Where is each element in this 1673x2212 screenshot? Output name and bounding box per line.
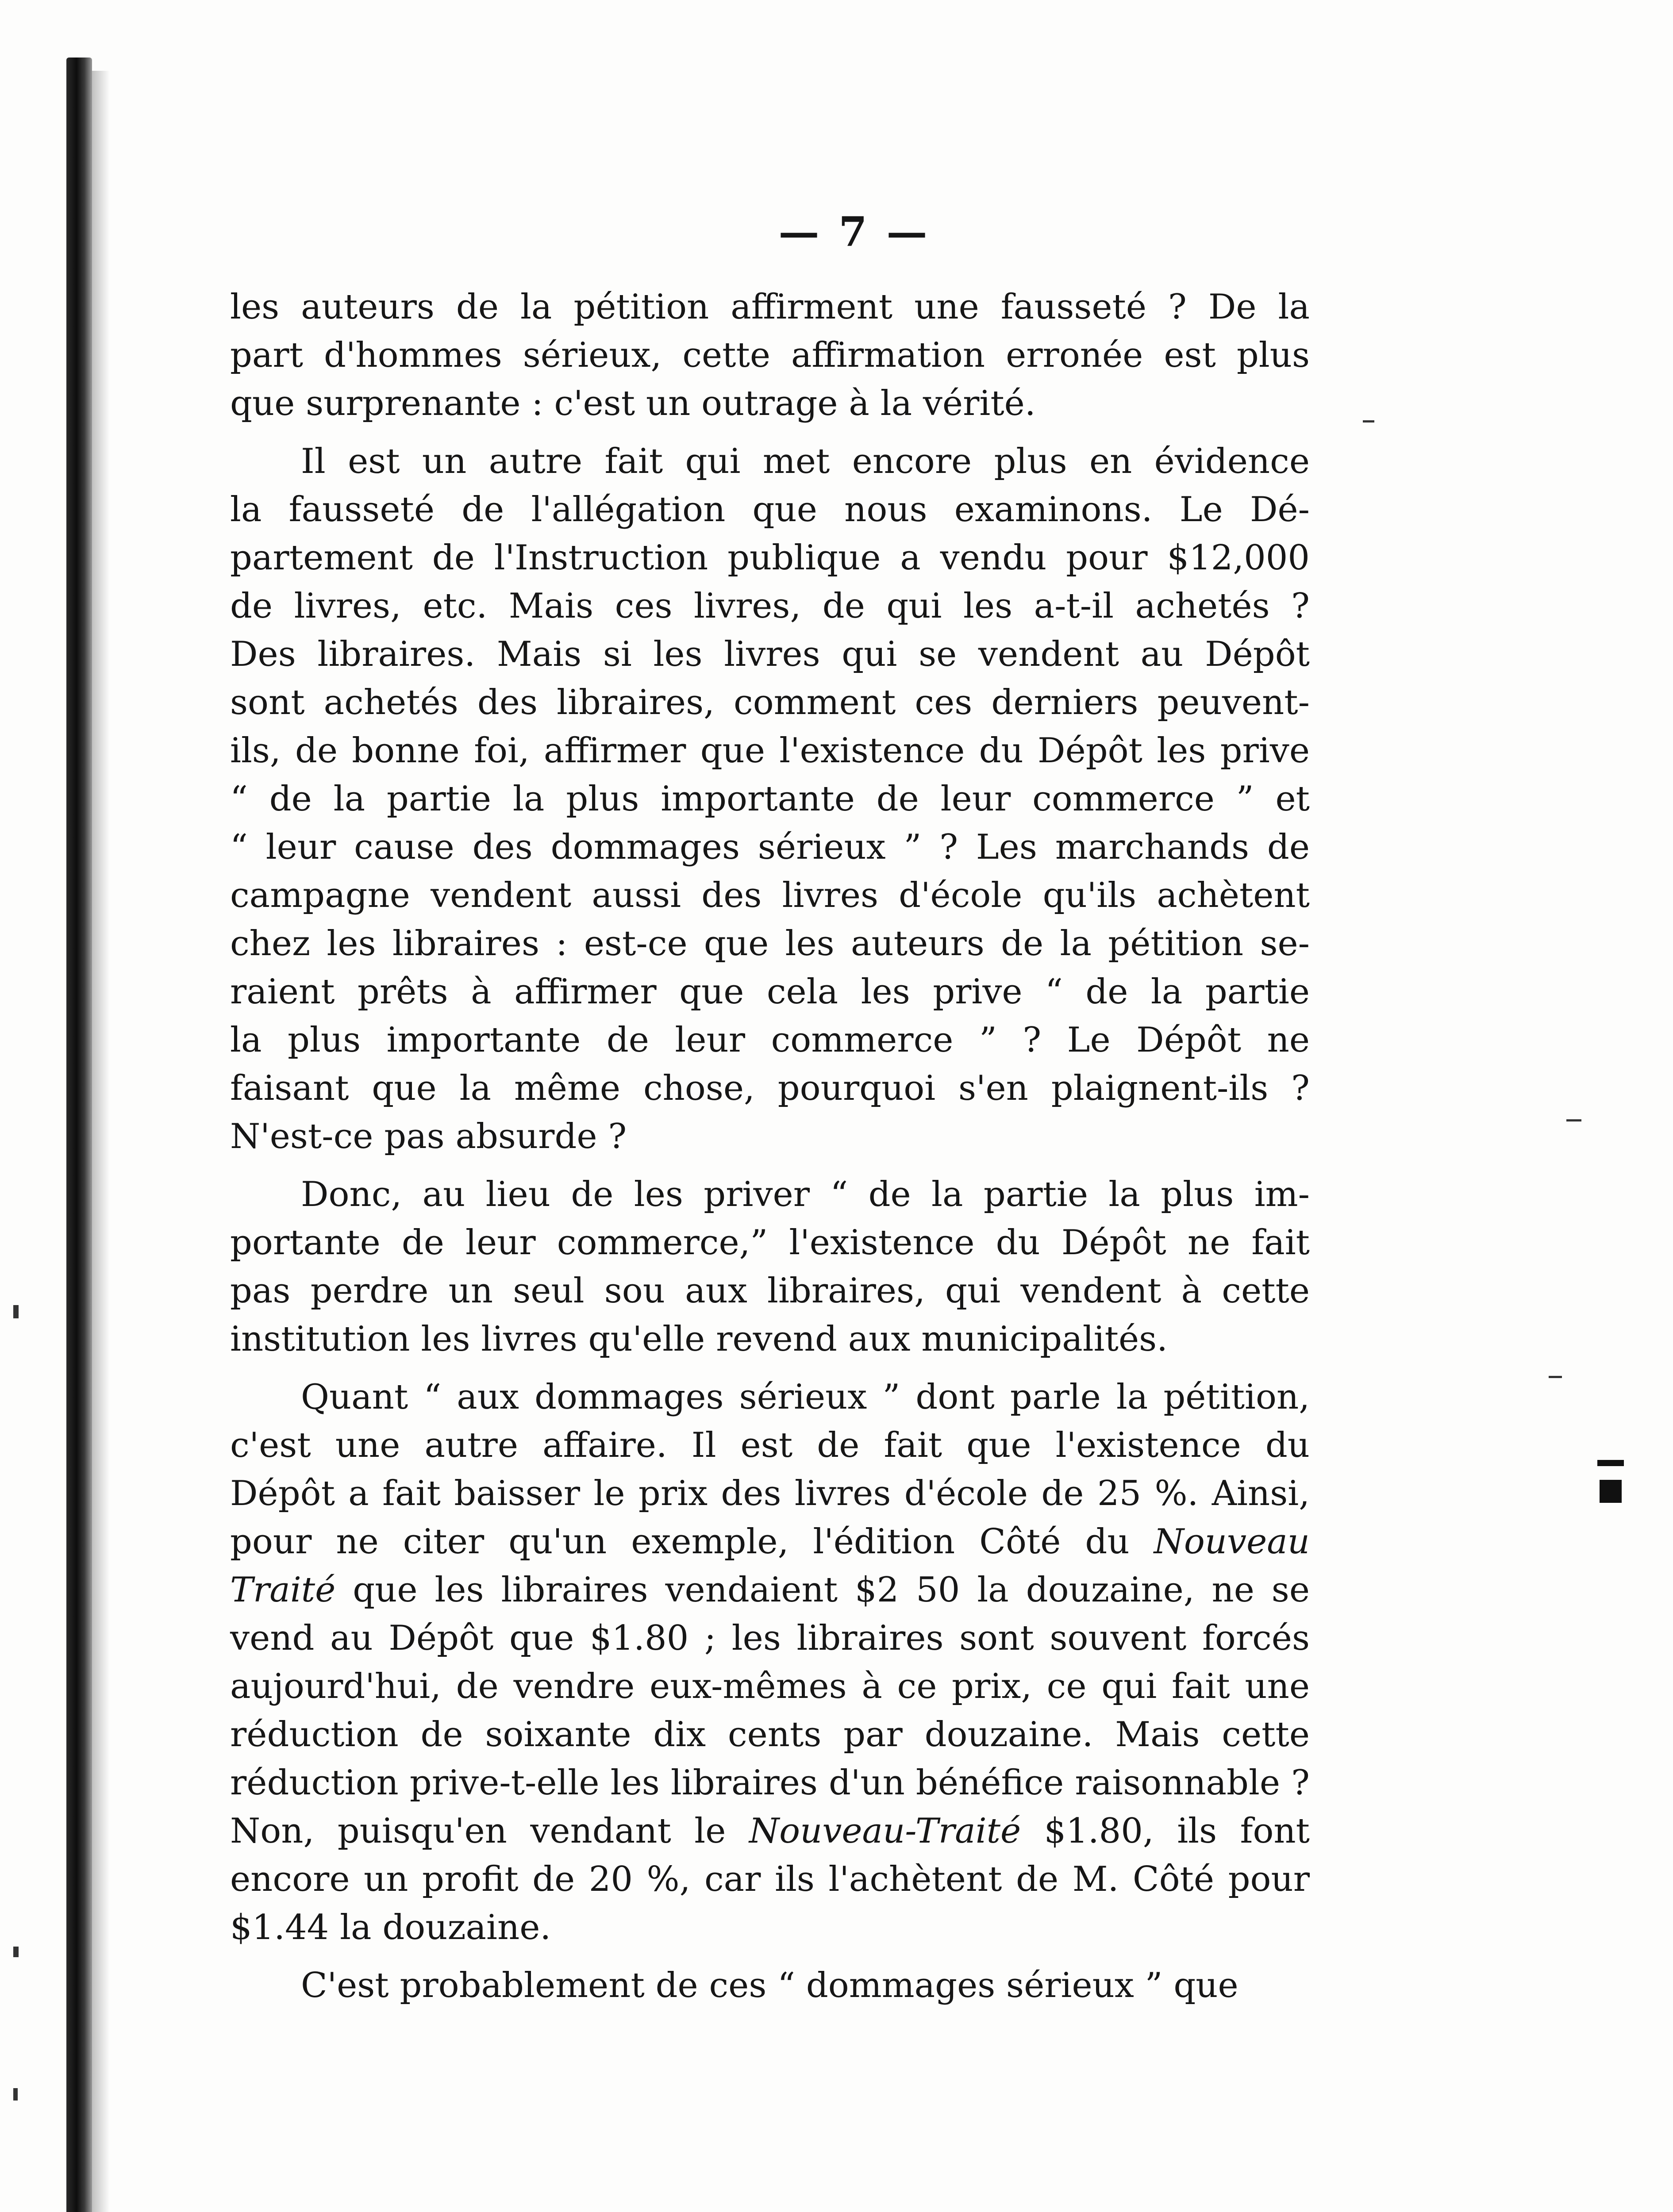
- stray-mark: [13, 2088, 18, 2101]
- paragraph: [230, 1171, 1310, 1363]
- text-line: encore un profit de 20 %, car ils l'achètent de M. Côté pour: [230, 1859, 1310, 1899]
- text-line: la plus importante de leur commerce ” ? Le Dépôt ne: [230, 1020, 1310, 1060]
- paragraph: [230, 283, 1310, 428]
- text-line: Des libraires. Mais si les livres qui se vendent au Dépôt: [230, 634, 1310, 674]
- text-line: chez les libraires : est-ce que les auteurs de la pétition se-: [230, 924, 1310, 964]
- text-line: C'est probablement de ces “ dommages sérieux ” que: [301, 1966, 1238, 2005]
- paragraph-gap: [230, 1161, 1310, 1171]
- paragraph-gap: [230, 1952, 1310, 1962]
- text-line: “ leur cause des dommages sérieux ” ? Les marchands de: [230, 827, 1310, 867]
- stray-mark: [1549, 1376, 1562, 1378]
- text-line: faisant que la même chose, pourquoi s'en plaignent-ils ?: [230, 1068, 1310, 1108]
- text-line: réduction prive-t-elle les libraires d'un bénéfice raisonnable ?: [230, 1763, 1310, 1803]
- text-line: raient prêts à affirmer que cela les prive “ de la partie: [230, 972, 1310, 1012]
- paragraph-gap: [230, 428, 1310, 438]
- edge-mark-bottom: [1600, 1480, 1622, 1503]
- text-line: aujourd'hui, de vendre eux-mêmes à ce prix, ce qui fait une: [230, 1667, 1310, 1706]
- text-line: part d'hommes sérieux, cette affirmation erronée est plus: [230, 335, 1310, 375]
- text-line: N'est-ce pas absurde ?: [230, 1117, 627, 1156]
- text-line: la fausseté de l'allégation que nous examinons. Le Dé-: [230, 490, 1310, 530]
- stray-mark: [13, 1305, 19, 1318]
- text-line: que surprenante : c'est un outrage à la vérité.: [230, 384, 1036, 423]
- edge-mark-top: [1597, 1460, 1624, 1466]
- paragraph: [230, 1962, 1310, 2010]
- text-line: de livres, etc. Mais ces livres, de qui les a-t-il achetés ?: [230, 586, 1310, 626]
- text-line: Il est un autre fait qui met encore plus en évidence: [301, 442, 1310, 481]
- text-line: Donc, au lieu de les priver “ de la partie la plus im-: [301, 1175, 1310, 1214]
- text-line: portante de leur commerce,” l'existence du Dépôt ne fait: [230, 1223, 1310, 1263]
- text-line: Traité que les libraires vendaient $2 50 la douzaine, ne se: [230, 1570, 1310, 1610]
- text-line: institution les livres qu'elle revend aux municipalités.: [230, 1319, 1168, 1359]
- page-number: — 7 —: [778, 208, 930, 256]
- text-line: vend au Dépôt que $1.80 ; les libraires sont souvent forcés: [230, 1618, 1310, 1658]
- body-text: [230, 283, 1310, 2010]
- stray-mark: [1363, 420, 1374, 422]
- text-line: les auteurs de la pétition affirment une fausseté ? De la: [230, 287, 1310, 327]
- binding-edge: [66, 58, 92, 2212]
- binding-shadow: [92, 71, 110, 2212]
- paragraph-gap: [230, 1363, 1310, 1373]
- stray-mark: [13, 1947, 19, 1957]
- paragraph: [230, 438, 1310, 1161]
- text-line: “ de la partie la plus importante de leur commerce ” et: [230, 779, 1310, 819]
- text-line: ils, de bonne foi, affirmer que l'existence du Dépôt les prive: [230, 731, 1310, 771]
- text-line: réduction de soixante dix cents par douzaine. Mais cette: [230, 1715, 1310, 1755]
- text-line: Non, puisqu'en vendant le Nouveau-Traité $1.80, ils font: [230, 1811, 1310, 1851]
- paragraph: [230, 1373, 1310, 1952]
- stray-mark: [1566, 1119, 1581, 1121]
- text-line: $1.44 la douzaine.: [230, 1908, 551, 1947]
- text-line: Dépôt a fait baisser le prix des livres d'école de 25 %. Ainsi,: [230, 1474, 1310, 1513]
- text-line: campagne vendent aussi des livres d'école qu'ils achètent: [230, 876, 1310, 915]
- text-line: Quant “ aux dommages sérieux ” dont parle la pétition,: [301, 1377, 1310, 1417]
- text-line: pour ne citer qu'un exemple, l'édition Côté du Nouveau: [230, 1522, 1310, 1562]
- text-line: c'est une autre affaire. Il est de fait que l'existence du: [230, 1425, 1310, 1465]
- text-line: sont achetés des libraires, comment ces derniers peuvent-: [230, 683, 1310, 722]
- text-line: pas perdre un seul sou aux libraires, qui vendent à cette: [230, 1271, 1310, 1311]
- text-line: partement de l'Instruction publique a vendu pour $12,000: [230, 538, 1310, 578]
